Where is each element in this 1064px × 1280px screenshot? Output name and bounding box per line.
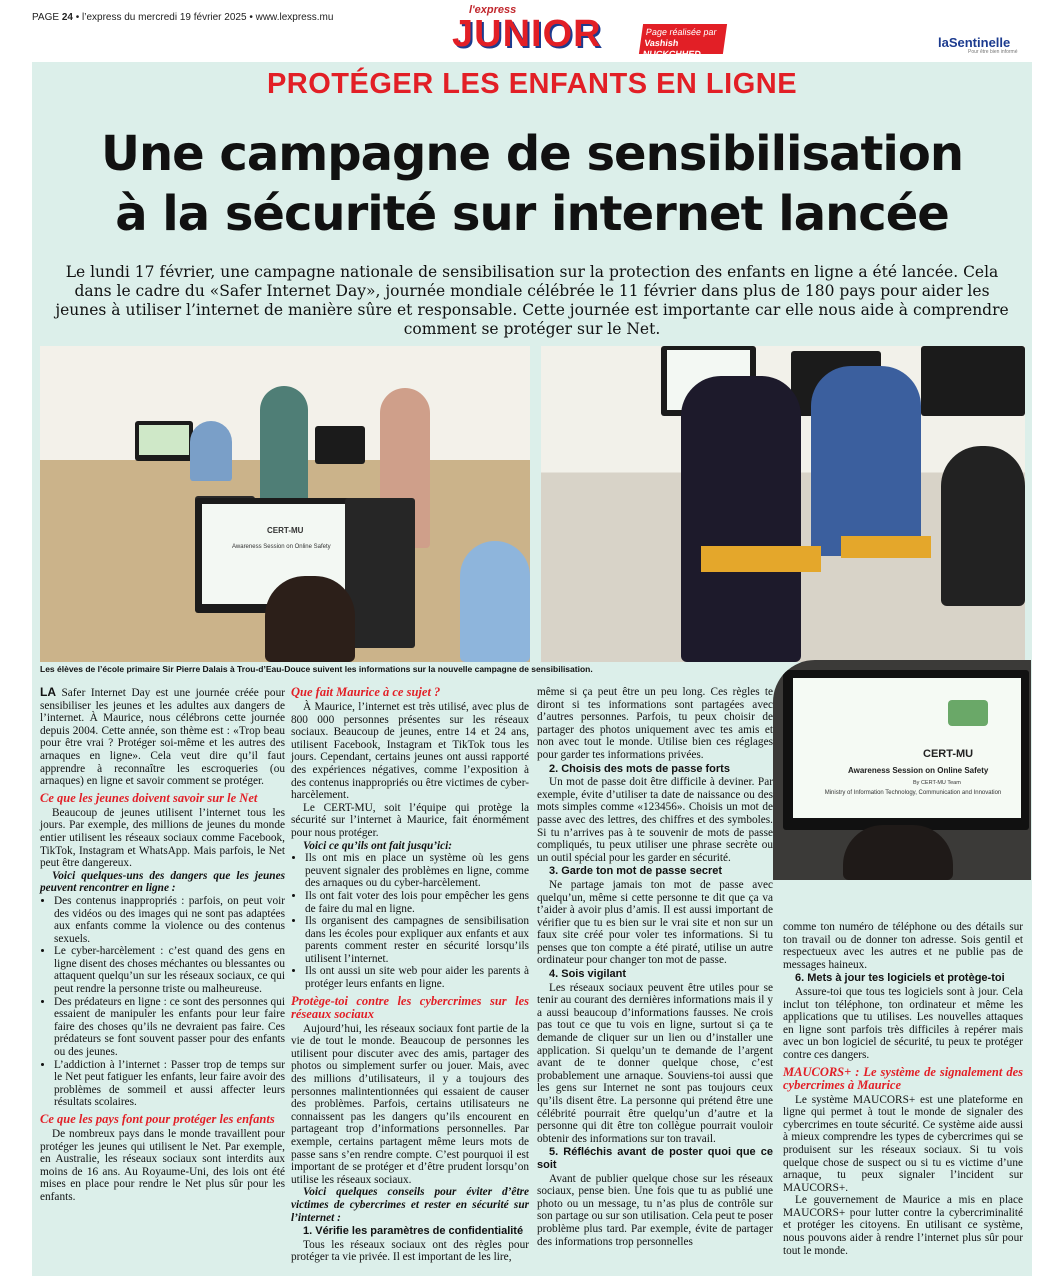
partner-logo — [938, 35, 1017, 55]
credit-name: Vashish NUCKCHHED — [642, 38, 702, 59]
chair-back-2 — [841, 536, 931, 558]
paragraph: De nombreux pays dans le monde travaillent pour protéger les jeunes qui utilisent le Net. Par exemple, en Australie, les réseaux sociaux sont interdits aux moins de 16 ans. Au Royaume-Uni, des lois ont été mises en place pour rendre le Net plus sûr pour les enfants. — [40, 1128, 285, 1203]
student-girl — [681, 376, 801, 662]
intro-text: Safer Internet Day est une journée créée pour sensibiliser les jeunes et les adultes aux dangers de l’internet. À Maurice, nous célébrons cette journée depuis 2004. Cette année, son thème est : «Trop beau pour être vrai ? Protéger soi-même et les autres des arnaques en ligne». Cela veut dire qu’il faut apprendre à reconnaître les escroqueries (ou arnaques) en ligne et savoir comment se protéger. — [40, 687, 285, 788]
logo-junior: JUNIOR — [452, 13, 602, 55]
tip-title: 1. Vérifie les paramètres de confidentialité — [303, 1225, 524, 1238]
section-title: Que fait Maurice à ce sujet ? — [291, 685, 441, 699]
paragraph: Tous les réseaux sociaux ont des règles pour protéger ta vie privée. Il est important de les lire, — [291, 1238, 529, 1264]
list-item: • L’addiction à l’internet : Passer trop de temps sur le Net peut fatiguer les enfants, leur faire avoir des problèmes de sommeil et aussi affecter leurs résultats scolaires. — [54, 1059, 285, 1109]
paragraph: Aujourd’hui, les réseaux sociaux font partie de la vie de tout le monde. Beaucoup de personnes les utilisent pour discuter avec des amis, partager des photos ou simplement surfer ou jouer. Mais, avec des millions d’utilisateurs, il y a toujours des personnes malintentionnées qui essaient de causer des problèmes. Parfois, certains utilisateurs ne connaissent pas les dangers qu’ils encourent en partageant trop d’informations personnelles. Par exemple, certains partagent même leurs mots de passe sans s’en rendre compte. C’est pourquoi il est important de se protéger et d’être prudent lorsqu’on utilise les réseaux sociaux. — [291, 1022, 529, 1186]
paragraph: Le CERT-MU, soit l’équipe qui protège la sécurité sur l’internet à Maurice, fait énormément pour nous protéger. — [291, 801, 529, 839]
list-item: • Des contenus inappropriés : parfois, on peut voir des vidéos ou des images qui ne sont pas adaptées aux enfants comme la violence ou des contenus sexuels. — [54, 895, 285, 945]
page-number: 24 — [61, 12, 73, 23]
photo-classroom-right — [541, 346, 1025, 662]
list-lead: Voici ce qu’ils ont fait jusqu’ici: — [303, 839, 453, 852]
paragraph: Assure-toi que tous tes logiciels sont à jour. Cela inclut ton téléphone, ton ordinateur et même les applications que tu utilises. Les nouvelles attaques en ligne sont parfois très difficiles à repérer mais avec un bon logiciel de sécurité, tu peux te protéger contre ces dangers. — [783, 985, 1023, 1061]
column-2 — [291, 686, 529, 1264]
student-1 — [190, 421, 232, 481]
tip-title: 2. Choisis des mots de passe forts — [549, 762, 730, 775]
lede: Le lundi 17 février, une campagne nationale de sensibilisation sur la protection des enfants en ligne a été lancée. Cela dans le cadre du «Safer Internet Day», journée mondiale célébrée le 11 février dans plus de 180 pays pour aider les jeunes à utiliser l’internet de manière sûre et responsable. Cette journée est importante car elle nous aide à comprendre comment se protéger sur le Net. — [55, 263, 1009, 338]
tip-title: 4. Sois vigilant — [549, 968, 627, 981]
column-3 — [537, 686, 773, 1248]
list-item: • Ils ont mis en place un système où les gens peuvent signaler des problèmes en ligne, comme des arnaques ou du cyber-harcèlement. — [305, 852, 529, 890]
student-boy — [811, 366, 921, 556]
paragraph: Avant de publier quelque chose sur les réseaux sociaux, pense bien. Une fois que tu as publié une photo ou un message, tu n’as plus de contrôle sur son partage ou sur son utilisation. Cela peut te poser problème plus tard. Par exemple, évite de partager des informations trop personnelles — [537, 1172, 773, 1248]
student-2 — [460, 541, 530, 662]
tip-title: 5. Réfléchis avant de poster quoi que ce soit — [537, 1146, 773, 1171]
credit-badge — [639, 24, 727, 59]
screen-title: CERT-MU — [267, 526, 304, 535]
chair-back — [701, 546, 821, 572]
intro-dropcap: LA — [40, 685, 56, 699]
page-info — [32, 12, 333, 23]
monitor-3 — [921, 346, 1025, 416]
list-item: • Ils organisent des campagnes de sensibilisation dans les écoles pour expliquer aux enfants et aux parents comment rester en sécurité lorsqu’ils utilisent l’internet. — [305, 915, 529, 965]
pc-tower-2 — [345, 498, 415, 648]
section-title: MAUCORS+ : Le système de signalement des cybercrimes à Maurice — [783, 1064, 1023, 1092]
student-head — [265, 576, 355, 662]
section-title: Ce que les pays font pour protéger les enfants — [40, 1112, 275, 1126]
closeup-student-head — [843, 825, 953, 880]
headline-line-2: à la sécurité sur internet lancée — [115, 186, 949, 242]
paragraph: Un mot de passe doit être difficile à deviner. Par exemple, évite d’utiliser ta date de naissance ou des mots simples comme «123456». Choisis un mot de passe avec des lettres, des chiffres et des symboles. Si tu n’arrives pas à te souvenir de mots de passe compliqués, tu peux utiliser une phrase secrète ou un outil spécial pour les garder en sécurité. — [537, 776, 773, 864]
paragraph: Ne partage jamais ton mot de passe avec quelqu’un, même si cette personne te dit que ça va t’aider à avoir plus d’amis. Il est aussi important de vérifier que tu es bien sur le vrai site et non sur un faux site créé pour voler tes informations. Si tu penses que ton compte a été piraté, utilise un autre ordinateur pour changer ton mot de passe. — [537, 878, 773, 967]
credit-line: Page réalisée par — [645, 27, 718, 37]
closeup-title: CERT-MU — [923, 748, 974, 760]
kicker: PROTÉGER LES ENFANTS EN LIGNE — [266, 68, 798, 100]
headline — [0, 124, 1064, 244]
dangers-list — [40, 895, 285, 1109]
section-title: Ce que les jeunes doivent savoir sur le Net — [40, 790, 258, 805]
page-header — [0, 0, 1064, 62]
monitor-back-2 — [315, 426, 365, 464]
section-title: Protège-toi contre les cybercrimes sur les réseaux sociaux — [291, 993, 529, 1021]
tip-title: 3. Garde ton mot de passe secret — [549, 865, 723, 878]
partner-tagline: Pour être bien informé — [968, 49, 1018, 55]
paragraph: Le système MAUCORS+ est une plateforme en ligne qui permet à tout le monde de signaler des cybercrimes en toute sécurité. Ce système aide aussi à mieux comprendre les types de cybercrimes qui se produisent sur les réseaux sociaux. Si tu vois quelque chose de suspect ou si tu es victime d’une arnaque, tu peux signaler l’incident sur MAUCORS+. — [783, 1093, 1023, 1194]
headline-line-1: Une campagne de sensibilisation — [101, 126, 963, 182]
list-lead: Voici quelques conseils pour éviter d’être victimes de cybercrimes et rester en sécurité sur l’internet : — [291, 1186, 529, 1224]
closeup-line-1: Awareness Session on Online Safety — [848, 766, 989, 775]
camera-operator — [941, 446, 1025, 606]
paragraph: Beaucoup de jeunes utilisent l’internet tous les jours. Par exemple, des millions de jeunes du monde entier utilisent les réseaux sociaux comme Facebook, TikTok, Instagram et WhatsApp. Mais parfois, le Net peut être dangereux. — [40, 806, 285, 870]
tip-title: 6. Mets à jour tes logiciels et protège-toi — [795, 972, 1005, 985]
paragraph: Les réseaux sociaux peuvent être utiles pour se tenir au courant des dernières informations mais il y a aussi beaucoup d’informations fausses. Ne crois pas tout ce que tu vois en ligne, surtout si ça te demande de cliquer sur un lien ou d’installer une application. Si quelqu’un te demande de l’argent avant de te donner quelque chose, c’est probablement une arnaque. Souviens-toi aussi que les gens sur Internet ne sont pas toujours ceux qu’ils disent être. La personne qui prétend être une célébrité pourrait être quelqu’un d’autre et la personne qui dit être ton collègue pourrait vouloir obtenir des informations sur ton travail. — [537, 981, 773, 1145]
screen-back-1 — [139, 425, 189, 455]
paragraph: même si ça peut être un peu long. Ces règles te diront si tes informations sont partagées avec d’autres personnes. Parfois, tu peux choisir de partager des photos uniquement avec tes amis et non avec tout le monde. Utilise bien ces réglages pour garder tes informations privées. — [537, 686, 773, 761]
page-label: PAGE — [32, 12, 60, 23]
column-1 — [40, 686, 285, 1204]
issue-line: • l’express du mercredi 19 février 2025 • www.lexpress.mu — [75, 12, 334, 23]
paragraph: comme ton numéro de téléphone ou des détails sur ton travail ou de donner ton adresse. Sois gentil et respectueux avec les autres et ne publie pas de messages haineux. — [783, 921, 1023, 971]
closeup-line-2: By CERT-MU Team — [913, 780, 961, 786]
screen-subtitle: Awareness Session on Online Safety — [232, 544, 331, 550]
list-lead: Voici quelques-uns des dangers que les jeunes peuvent rencontrer en ligne : — [40, 869, 285, 895]
logo-express: l'express — [469, 4, 517, 16]
paragraph: À Maurice, l’internet est très utilisé, avec plus de 800 000 personnes présentes sur les réseaux sociaux. Beaucoup de jeunes, entre 14 et 24 ans, utilisent Facebook, Instagram et TikTok tous les jours. Cependant, certains jeunes ont aussi rapporté des expériences négatives, comme l’exposition à des contenus inappropriés ou être victimes de cyber-harcèlement. — [291, 701, 529, 802]
paragraph: Le gouvernement de Maurice a mis en place MAUCORS+ pour lutter contre la cybercriminalité et protéger les citoyens. En utilisant ce système, nous pouvons aider à rendre l’internet plus sûr pour tout le monde. — [783, 1194, 1023, 1257]
list-item: • Le cyber-harcèlement : c’est quand des gens en ligne disent des choses méchantes ou blessantes ou attaquent quelqu’un sur les réseaux sociaux, ce qui peut rendre la personne triste ou malheureuse. — [54, 945, 285, 995]
list-item: • Ils ont aussi un site web pour aider les parents à protéger leurs enfants en ligne. — [305, 965, 529, 990]
list-item: • Ils ont fait voter des lois pour empêcher les gens de faire du mal en ligne. — [305, 890, 529, 915]
closeup-line-3: Ministry of Information Technology, Communication and Innovation — [824, 790, 1002, 796]
lock-icon — [948, 700, 988, 726]
photo-screen-closeup — [773, 660, 1031, 880]
actions-list — [291, 852, 529, 991]
photo-classroom-left — [40, 346, 530, 662]
photo-caption: Les élèves de l’école primaire Sir Pierre Dalais à Trou-d’Eau-Douce suivent les informations sur la nouvelle campagne de sensibilisation. — [40, 664, 593, 674]
column-4 — [783, 921, 1023, 1257]
closeup-screen — [793, 678, 1021, 818]
list-item: • Des prédateurs en ligne : ce sont des personnes qui essaient de manipuler les enfants pour leur faire faire des choses qu’ils ne devraient pas faire. Ces prédateurs se font souvent passer pour des enfants ou des jeunes. — [54, 996, 285, 1059]
partner-name: laSentinelle — [938, 35, 1011, 50]
